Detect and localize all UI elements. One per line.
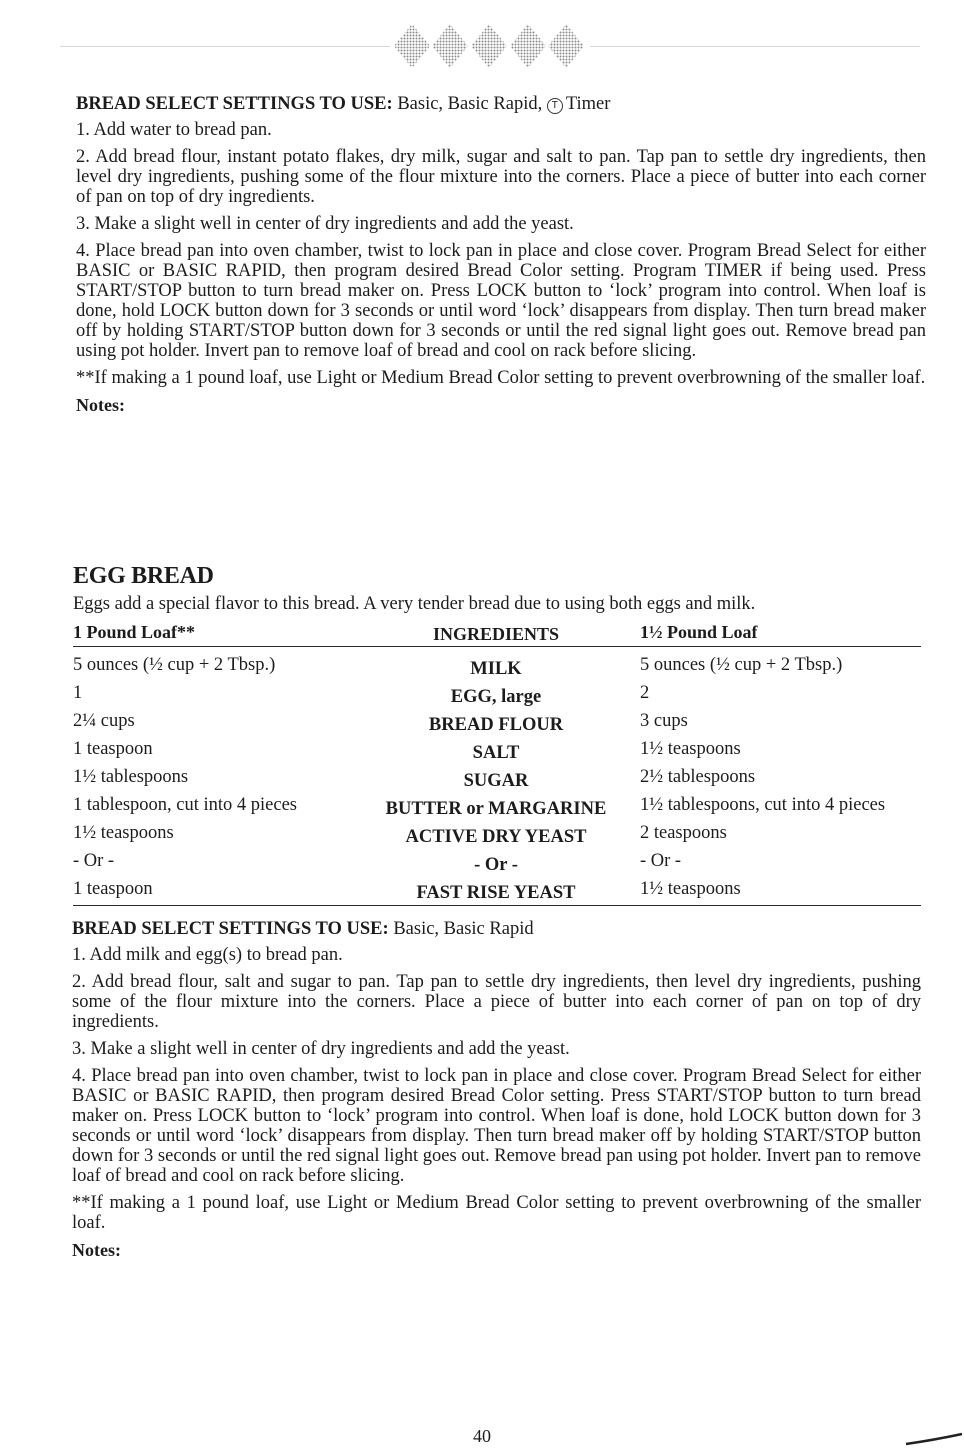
top-step-1: 1. Add water to bread pan. xyxy=(76,120,272,141)
egg-step-2: 2. Add bread flour, salt and sugar to pan. Tap pan to settle dry ingredients, then level dry ingredients, pushing some of the flour mixture into the corners. Place a piece of butter into each corner of pan on top of dry ingredients. xyxy=(72,972,921,1033)
ingredient-name: FAST RISE YEAST xyxy=(416,883,576,903)
egg-step-1: 1. Add milk and egg(s) to bread pan. xyxy=(72,945,343,966)
table-row xyxy=(73,679,921,707)
egg-step-3: 3. Make a slight well in center of dry ingredients and add the yeast. xyxy=(72,1039,570,1060)
recipe-intro: Eggs add a special flavor to this bread. A very tender bread due to using both eggs and milk. xyxy=(73,594,756,614)
table-row xyxy=(73,651,921,679)
cell-1lb: 1 teaspoon xyxy=(73,739,153,759)
cell-1lb: 2¼ cups xyxy=(73,711,135,731)
egg-step-4: 4. Place bread pan into oven chamber, twist to lock pan in place and close cover. Program Bread Select for either BASIC or BASIC RAPID, then program desired Bread Color setting. Press START/STOP button to turn bread maker on. Press LOCK button to ‘lock’ program into control. When loaf is done, hold LOCK button down for 3 seconds or until word ‘lock’ disappears from display. Then turn bread maker off by holding START/STOP button down for 3 seconds or until the red signal light goes out. Remove bread pan using pot holder. Invert pan to remove loaf of bread and cool on rack before slicing. xyxy=(72,1066,921,1187)
table-row xyxy=(73,819,921,847)
timer-icon: T xyxy=(547,98,563,114)
egg-notes-label: Notes: xyxy=(72,1240,121,1261)
cell-1lb: - Or - xyxy=(73,851,115,871)
table-row xyxy=(73,875,921,903)
ingredient-name: SUGAR xyxy=(463,771,529,791)
table-row xyxy=(73,735,921,763)
top-settings-value: Basic, Basic Rapid, xyxy=(397,94,543,114)
cell-1-5lb: 1½ teaspoons xyxy=(640,739,741,759)
cell-1lb: 5 ounces (½ cup + 2 Tbsp.) xyxy=(73,655,276,675)
cell-1lb: 1 tablespoon, cut into 4 pieces xyxy=(73,795,298,815)
recipe-title: EGG BREAD xyxy=(73,563,214,589)
top-settings-line xyxy=(76,94,926,114)
egg-settings-value: Basic, Basic Rapid xyxy=(393,919,534,939)
top-note-small-loaf: **If making a 1 pound loaf, use Light or Medium Bread Color setting to prevent overbrowning of the smaller loaf. xyxy=(76,368,926,389)
egg-note-small-loaf: **If making a 1 pound loaf, use Light or Medium Bread Color setting to prevent overbrowning of the smaller loaf. xyxy=(72,1193,921,1234)
top-step-3: 3. Make a slight well in center of dry ingredients and add the yeast. xyxy=(76,214,574,235)
cell-1-5lb: 2½ tablespoons xyxy=(640,767,756,787)
cell-1-5lb: 2 xyxy=(640,683,650,703)
ingredients-table-body xyxy=(73,647,921,906)
table-row xyxy=(73,791,921,819)
table-row xyxy=(73,707,921,735)
scan-corner-mark xyxy=(904,1432,964,1446)
header-one-half-pound: 1½ Pound Loaf xyxy=(640,622,758,642)
cell-1lb: 1 xyxy=(73,683,83,703)
header-one-pound: 1 Pound Loaf** xyxy=(73,622,196,642)
ingredient-name: SALT xyxy=(472,743,520,763)
top-settings-label: BREAD SELECT SETTINGS TO USE: xyxy=(76,94,393,114)
egg-settings-line xyxy=(72,919,921,939)
top-settings-timer: Timer xyxy=(565,94,611,114)
ingredient-name: BREAD FLOUR xyxy=(428,715,564,735)
ingredient-name: BUTTER or MARGARINE xyxy=(385,799,607,819)
cell-1lb: 1½ tablespoons xyxy=(73,767,189,787)
cell-1-5lb: 1½ tablespoons, cut into 4 pieces xyxy=(640,795,886,815)
table-row xyxy=(73,847,921,875)
cell-1-5lb: 5 ounces (½ cup + 2 Tbsp.) xyxy=(640,655,843,675)
top-notes-label: Notes: xyxy=(76,395,125,416)
cell-1lb: 1 teaspoon xyxy=(73,879,153,899)
page-number: 40 xyxy=(473,1426,491,1446)
header-rule-left xyxy=(60,46,390,47)
ingredient-name: MILK xyxy=(470,659,522,679)
top-step-2: 2. Add bread flour, instant potato flakes, dry milk, sugar and salt to pan. Tap pan to settle dry ingredients, then level dry ingredients, pushing some of the flour mixture into the corners. Place a piece of butter into each corner of pan on top of dry ingredients. xyxy=(76,147,926,208)
ingredients-table xyxy=(73,620,921,906)
header-ingredients-text: INGREDIENTS xyxy=(432,624,560,644)
ingredients-table-header xyxy=(73,620,921,647)
diamond-ornament-icon xyxy=(394,22,584,70)
cell-1lb: 1½ teaspoons xyxy=(73,823,174,843)
cell-1-5lb: 1½ teaspoons xyxy=(640,879,741,899)
top-recipe-instructions xyxy=(76,94,926,416)
cell-1-5lb: 2 teaspoons xyxy=(640,823,727,843)
cell-1-5lb: - Or - xyxy=(640,851,682,871)
header-rule-right xyxy=(590,46,920,47)
cell-1-5lb: 3 cups xyxy=(640,711,688,731)
table-row xyxy=(73,763,921,791)
egg-settings-label: BREAD SELECT SETTINGS TO USE: xyxy=(72,919,389,939)
ingredient-name: ACTIVE DRY YEAST xyxy=(405,827,587,847)
ingredient-name: EGG, large xyxy=(450,687,542,707)
egg-bread-instructions xyxy=(72,919,921,1261)
ingredient-name: - Or - xyxy=(474,855,518,875)
top-step-4: 4. Place bread pan into oven chamber, twist to lock pan in place and close cover. Program Bread Select for either BASIC or BASIC RAPID, then program desired Bread Color setting. Program TIMER if being used. Press START/STOP button to turn bread maker on. Press LOCK button to ‘lock’ program into control. When loaf is done, hold LOCK button down for 3 seconds or until word ‘lock’ disappears from display. Then turn bread maker off by holding START/STOP button down for 3 seconds or until the red signal light goes out. Remove bread pan using pot holder. Invert pan to remove loaf of bread and cool on rack before slicing. xyxy=(76,241,926,362)
